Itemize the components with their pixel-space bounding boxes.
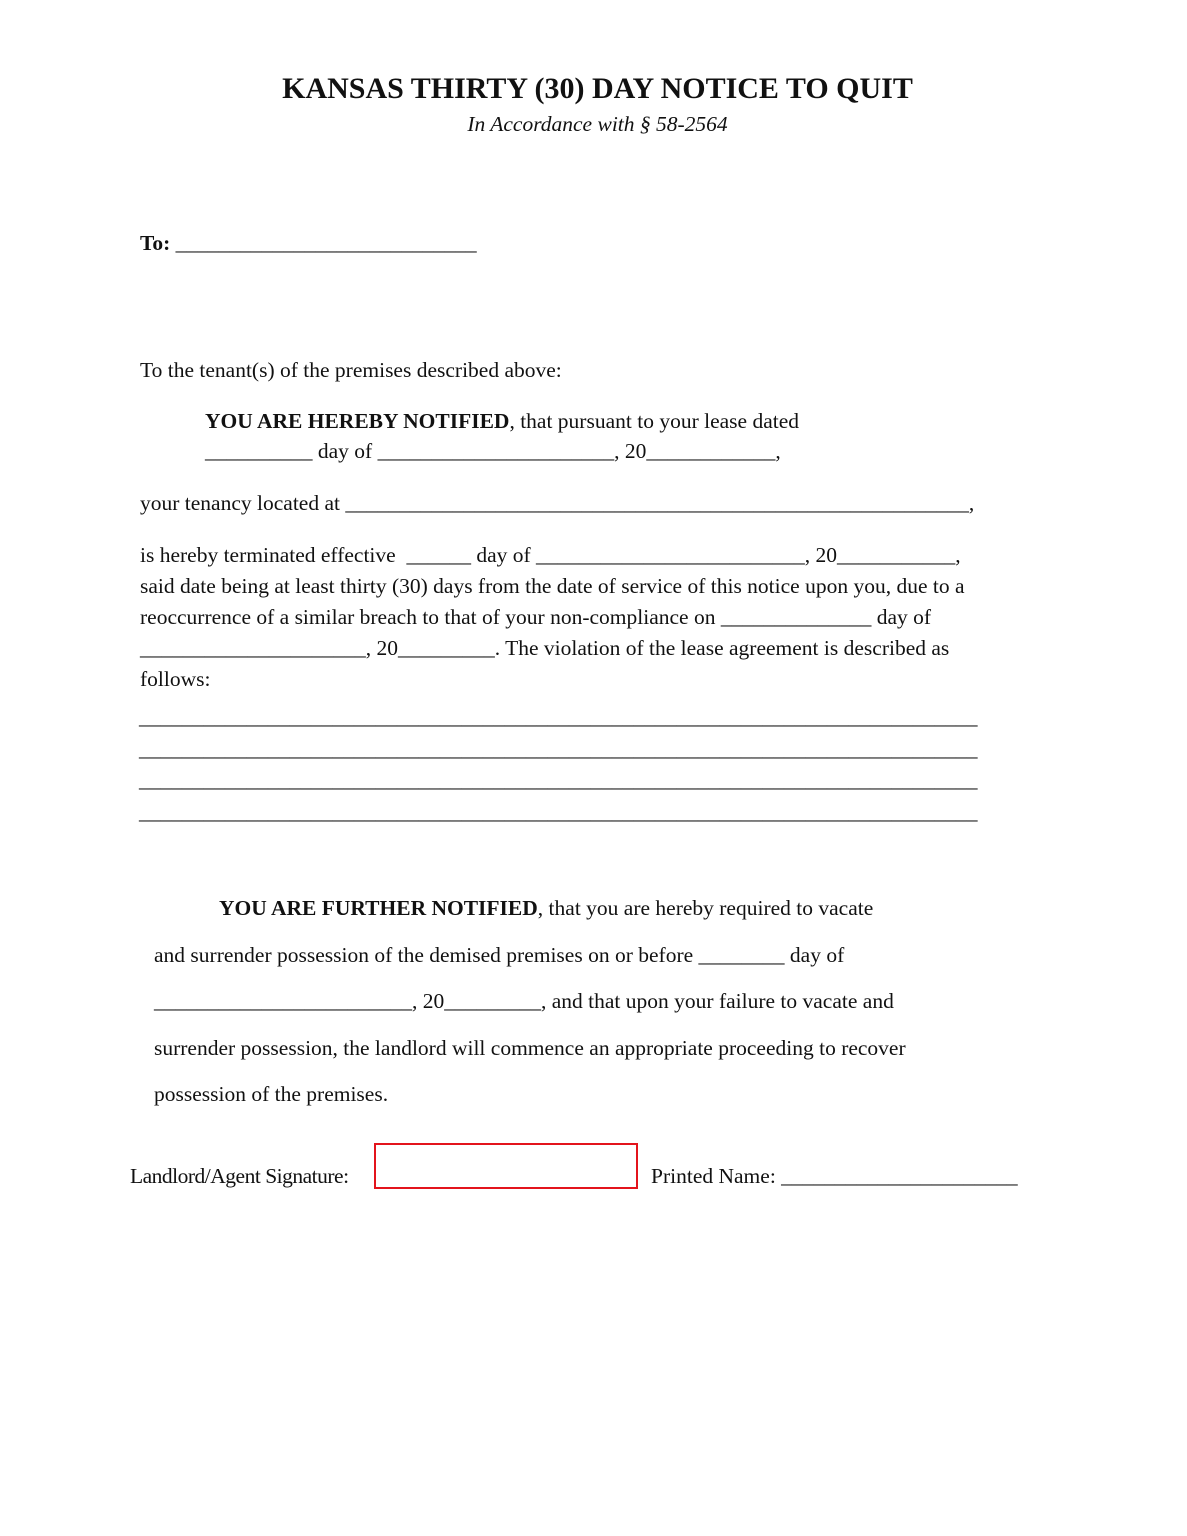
violation-blank-line[interactable]: ______________________________________________________________________________ (139, 705, 978, 729)
printed-name-label: Printed Name: (651, 1164, 776, 1188)
violation-blank-line[interactable]: ______________________________________________________________________________ (139, 737, 978, 761)
notice1-line1 (205, 408, 799, 434)
notice2-line: and surrender possession of the demised premises on or before ________ day of (154, 943, 845, 967)
violation-blank-line[interactable]: ______________________________________________________________________________ (139, 800, 978, 824)
signature-field[interactable] (374, 1143, 638, 1189)
printed-name-field[interactable]: ______________________ (775, 1164, 1018, 1188)
body-line: _____________________, 20_________. The violation of the lease agreement is described as (140, 636, 950, 660)
notice2-bold: YOU ARE FURTHER NOTIFIED (219, 896, 538, 920)
body-line: reoccurrence of a similar breach to that of your non-compliance on ______________ day of (140, 605, 932, 629)
document-subtitle: In Accordance with § 58-2564 (467, 112, 728, 136)
notice1-rest: , that pursuant to your lease dated (509, 409, 800, 433)
to-field[interactable]: ____________________________ (170, 231, 477, 255)
notice1-bold: YOU ARE HEREBY NOTIFIED (205, 409, 510, 433)
to-line (140, 230, 477, 256)
body-line: said date being at least thirty (30) days from the date of service of this notice upon you, due to a (140, 574, 965, 598)
notice2-rest: , that you are hereby required to vacate (537, 896, 874, 920)
to-label: To: (140, 231, 171, 255)
signature-label: Landlord/Agent Signature: (130, 1164, 349, 1188)
lease-date-fields[interactable]: __________ day of ______________________, 20____________, (205, 439, 781, 463)
body-line: follows: (140, 667, 211, 691)
document-title: KANSAS THIRTY (30) DAY NOTICE TO QUIT (282, 72, 913, 105)
tenancy-address-line[interactable]: your tenancy located at __________________________________________________________, (140, 491, 975, 515)
violation-blank-line[interactable]: ______________________________________________________________________________ (139, 768, 978, 792)
notice2-line1 (219, 895, 873, 921)
intro-text: To the tenant(s) of the premises described above: (140, 358, 562, 382)
notice2-line: surrender possession, the landlord will commence an appropriate proceeding to recover (154, 1036, 906, 1060)
printed-name-line (651, 1163, 1018, 1189)
notice2-line: possession of the premises. (154, 1082, 389, 1106)
body-line: is hereby terminated effective ______ day of _________________________, 20___________, (140, 543, 961, 567)
notice2-line: ________________________, 20_________, and that upon your failure to vacate and (154, 989, 894, 1013)
